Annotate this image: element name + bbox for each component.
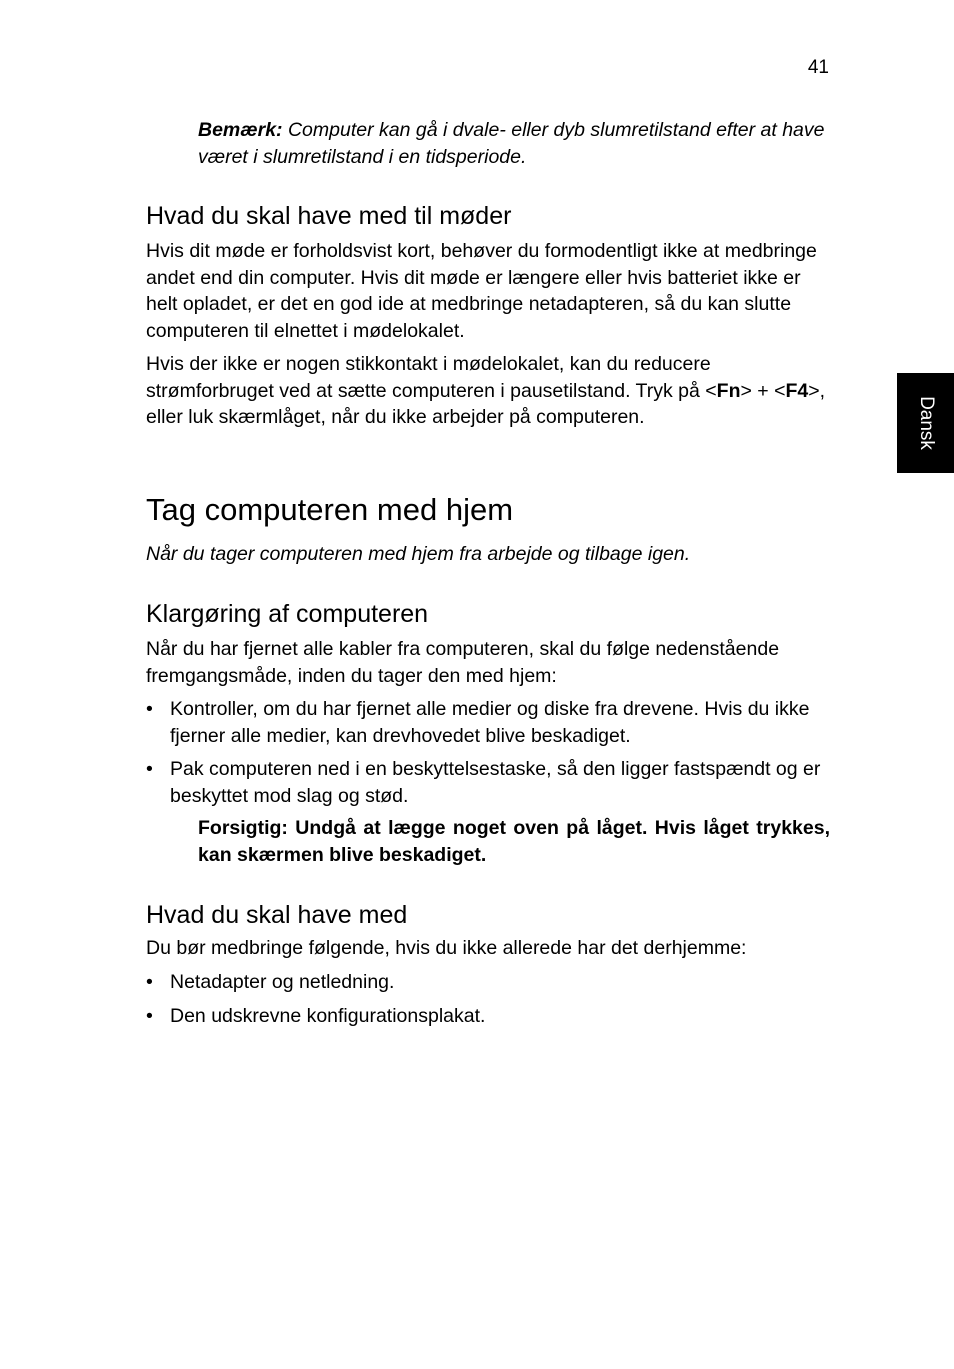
note-text: Computer kan gå i dvale- eller dyb slumretilstand efter at have været i slumretilstand i en tidsperiode. xyxy=(198,119,825,168)
bring-heading: Hvad du skal have med xyxy=(146,901,408,929)
section-subtitle: Når du tager computeren med hjem fra arbejde og tilbage igen. xyxy=(146,543,691,565)
meetings-paragraph-2 xyxy=(146,351,836,431)
caution-note: Forsigtig: Undgå at lægge noget oven på låget. Hvis låget trykkes, kan skærmen blive beskadiget. xyxy=(198,817,830,866)
bring-list xyxy=(146,969,836,1029)
bullet-glyph: • xyxy=(146,1004,153,1027)
language-tab-label: Dansk xyxy=(915,396,937,450)
list-item xyxy=(146,1003,836,1030)
prep-list xyxy=(146,696,836,809)
meetings-paragraph-2-part-b: > + < xyxy=(740,379,786,402)
bring-intro: Du bør medbringe følgende, hvis du ikke allerede har det derhjemme: xyxy=(146,937,747,959)
note-label: Bemærk: xyxy=(198,119,283,141)
meetings-paragraph-2-part-a: Hvis der ikke er nogen stikkontakt i mødelokalet, kan du reducere strømforbruget ved at sætte computeren i pausetilstand. Tryk på < xyxy=(146,353,717,402)
prep-intro: Når du har fjernet alle kabler fra computeren, skal du følge nedenstående fremgangsmåde, inden du tager den med hjem: xyxy=(146,638,780,687)
meetings-paragraph-2-part-c: >, eller luk skærmlåget, når du ikke arbejder på computeren. xyxy=(146,379,826,428)
list-item-text: Netadapter og netledning. xyxy=(170,971,395,993)
list-item xyxy=(146,756,836,809)
list-item xyxy=(146,696,836,749)
meetings-heading: Hvad du skal have med til møder xyxy=(146,202,512,230)
bullet-glyph: • xyxy=(146,698,153,720)
list-item-text: Kontroller, om du har fjernet alle medier og diske fra drevene. Hvis du ikke fjerner alle medier, kan drevhovedet blive beskadiget. xyxy=(170,698,810,747)
list-item-text: Den udskrevne konfigurationsplakat. xyxy=(170,1004,486,1027)
key-f4: F4 xyxy=(785,379,809,402)
meetings-paragraph-1: Hvis dit møde er forholdsvist kort, behøver du formodentligt ikke at medbringe andet end din computer. Hvis dit møde er længere eller hvis batteriet ikke er helt opladet, er det en god ide at medbringe netadapteren, så du kan slutte computeren til elnettet i mødelokalet. xyxy=(146,240,817,342)
page-number: 41 xyxy=(807,57,829,78)
section-title: Tag computeren med hjem xyxy=(146,492,514,527)
list-item xyxy=(146,969,836,996)
list-item-text: Pak computeren ned i en beskyttelsestaske, så den ligger fastspændt og er beskyttet mod slag og stød. xyxy=(170,758,821,807)
prep-heading: Klargøring af computeren xyxy=(146,600,429,628)
note xyxy=(198,117,830,171)
bullet-glyph: • xyxy=(146,971,153,993)
key-fn: Fn xyxy=(716,379,741,402)
bullet-glyph: • xyxy=(146,758,153,780)
language-tab xyxy=(897,373,954,473)
